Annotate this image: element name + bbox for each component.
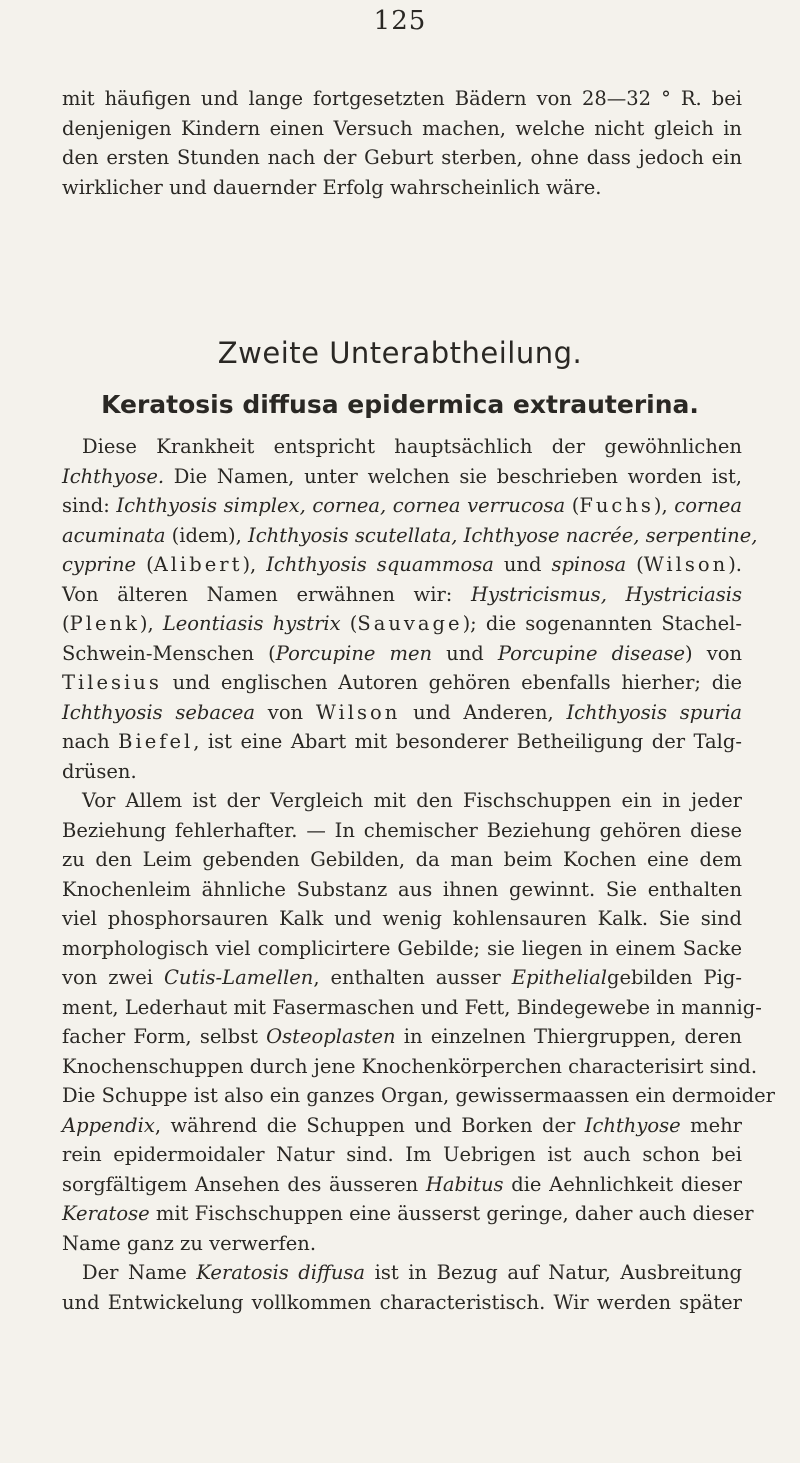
text-run: (: [565, 494, 580, 517]
author-name: Plenk: [69, 612, 140, 635]
text-run: (idem),: [165, 523, 249, 547]
text-line: [62, 698, 742, 728]
text-run: , während die Schuppen und Borken der: [154, 1113, 585, 1137]
text-line: [62, 550, 742, 580]
text-run: ) von: [685, 641, 743, 665]
text-run: ).: [728, 553, 743, 576]
text-run: und Anderen,: [400, 700, 567, 724]
text-run: sind:: [62, 494, 117, 517]
text-line: Beziehung fehlerhafter. — In chemischer Beziehung gehören diese: [62, 818, 742, 842]
text-line: denjenigen Kindern einen Versuch machen, welche nicht gleich in: [62, 116, 742, 140]
text-line: [62, 668, 742, 698]
text-run: (: [62, 612, 70, 635]
text-line: [62, 639, 742, 669]
text-run: (: [626, 553, 644, 576]
text-line: Knochenschuppen durch jene Knochenkörperchen characterisirt sind.: [62, 1054, 758, 1078]
italic-term: Epithelial: [511, 966, 608, 989]
italic-term: Ichthyose: [584, 1113, 681, 1137]
italic-term: Ichthyose.: [62, 464, 165, 488]
text-run: ),: [139, 612, 163, 635]
text-line: [62, 1258, 742, 1288]
text-run: facher Form, selbst: [62, 1025, 267, 1048]
text-line: Name ganz zu verwerfen.: [62, 1231, 317, 1255]
text-run: ist in Bezug auf Natur, Ausbreitung: [365, 1261, 742, 1284]
text-line: [62, 727, 742, 757]
text-line: [62, 580, 742, 610]
author-name: Tilesius: [62, 671, 162, 694]
text-line: [62, 491, 742, 521]
subdivision-heading: Zweite Unterabtheilung.: [217, 336, 583, 370]
text-line: Knochenleim ähnliche Substanz aus ihnen gewinnt. Sie enthalten: [62, 877, 742, 901]
text-line: wirklicher und dauernder Erfolg wahrscheinlich wäre.: [62, 175, 602, 199]
text-run: sorgfältigem Ansehen des äusseren: [62, 1172, 426, 1196]
text-run: und: [432, 641, 498, 665]
text-line: Vor Allem ist der Vergleich mit den Fischschuppen ein in jeder: [82, 789, 742, 812]
text-line: rein epidermoidaler Natur sind. Im Uebrigen ist auch schon bei: [62, 1143, 742, 1166]
italic-term: Ichthyosis squammosa: [266, 553, 494, 576]
italic-term: Ichthyosis simplex, cornea, cornea verrucosa: [116, 494, 566, 517]
text-run: Die Namen, unter welchen sie beschrieben worden ist,: [164, 464, 742, 488]
italic-term: spinosa: [551, 553, 627, 576]
author-name: Sauvage: [357, 612, 463, 635]
author-name: Fuchs: [579, 494, 654, 517]
page-number: 125: [373, 6, 427, 36]
text-line: zu den Leim gebenden Gebilden, da man beim Kochen eine dem: [62, 848, 742, 871]
italic-term: cornea: [674, 494, 742, 517]
text-run: und englischen Autoren gehören ebenfalls hierher; die: [161, 671, 742, 694]
text-run: , enthalten ausser: [313, 966, 512, 989]
author-name: Wilson: [643, 553, 729, 576]
text-line: [62, 609, 742, 639]
text-line: [62, 1111, 742, 1141]
text-run: , ist eine Abart mit besonderer Betheiligung der Talg-: [193, 730, 742, 753]
author-name: Wilson: [315, 700, 401, 724]
text-run: Der Name: [82, 1261, 197, 1284]
italic-term: Ichthyosis spuria: [566, 700, 742, 724]
text-line: [62, 521, 758, 551]
text-line: [62, 1022, 742, 1052]
text-run: gebilden Pig-: [607, 966, 742, 989]
section-heading: Keratosis diffusa epidermica extrauterina.: [101, 390, 699, 419]
italic-term: Keratosis diffusa: [196, 1261, 366, 1284]
italic-term: cyprine: [62, 553, 137, 576]
text-run: die Aehnlichkeit dieser: [503, 1172, 743, 1196]
italic-term: Keratose: [62, 1202, 150, 1225]
text-line: Die Schuppe ist also ein ganzes Organ, gewissermaassen ein dermoider: [62, 1084, 775, 1107]
text-line: Diese Krankheit entspricht hauptsächlich der gewöhnlichen: [82, 435, 742, 458]
text-run: ); die sogenannten Stachel-: [462, 612, 742, 635]
text-line: [62, 462, 742, 492]
text-run: von: [255, 700, 316, 724]
text-run: Schwein-Menschen (: [62, 641, 276, 665]
text-line: ment, Lederhaut mit Fasermaschen und Fett, Bindegewebe in mannig-: [62, 995, 762, 1019]
text-run: in einzelnen Thiergruppen, deren: [395, 1025, 742, 1048]
italic-term: Porcupine men: [275, 641, 433, 665]
italic-term: Ichthyosis scutellata, Ichthyose nacrée, serpentine,: [248, 523, 758, 547]
italic-term: Cutis-Lamellen: [164, 966, 314, 989]
text-run: mit Fischschuppen eine äusserst geringe, daher auch dieser: [149, 1202, 754, 1225]
italic-term: Porcupine disease: [497, 641, 686, 665]
text-line: den ersten Stunden nach der Geburt sterben, ohne dass jedoch ein: [62, 146, 742, 169]
text-run: mehr: [680, 1113, 742, 1137]
italic-term: Leontiasis hystrix: [162, 612, 341, 635]
intro-paragraph: [62, 84, 742, 202]
italic-term: Osteoplasten: [266, 1025, 396, 1048]
body-text: [62, 432, 775, 1317]
text-line: viel phosphorsauren Kalk und wenig kohlensauren Kalk. Sie sind: [62, 907, 742, 930]
text-line: und Entwickelung vollkommen characteristisch. Wir werden später: [62, 1290, 742, 1314]
text-line: [62, 1170, 742, 1200]
text-run: und: [493, 553, 552, 576]
text-line: [62, 963, 742, 993]
text-line: mit häufigen und lange fortgesetzten Bädern von 28—32 ° R. bei: [62, 87, 742, 110]
text-line: [62, 1199, 754, 1229]
text-run: Von älteren Namen erwähnen wir:: [62, 582, 472, 606]
author-name: Alibert: [153, 553, 243, 576]
text-line: drüsen.: [62, 759, 137, 783]
italic-term: acuminata: [62, 523, 166, 547]
text-run: von zwei: [62, 966, 164, 989]
italic-term: Hystricismus, Hystriciasis: [471, 582, 743, 606]
author-name: Biefel: [118, 730, 194, 753]
text-run: (: [340, 612, 358, 635]
text-run: ),: [242, 553, 267, 576]
italic-term: Ichthyosis sebacea: [62, 700, 256, 724]
text-run: (: [136, 553, 154, 576]
text-line: morphologisch viel complicirtere Gebilde; sie liegen in einem Sacke: [62, 936, 742, 960]
italic-term: Appendix: [62, 1113, 155, 1137]
text-run: ),: [653, 494, 675, 517]
text-run: nach: [62, 730, 119, 753]
italic-term: Habitus: [425, 1172, 504, 1196]
